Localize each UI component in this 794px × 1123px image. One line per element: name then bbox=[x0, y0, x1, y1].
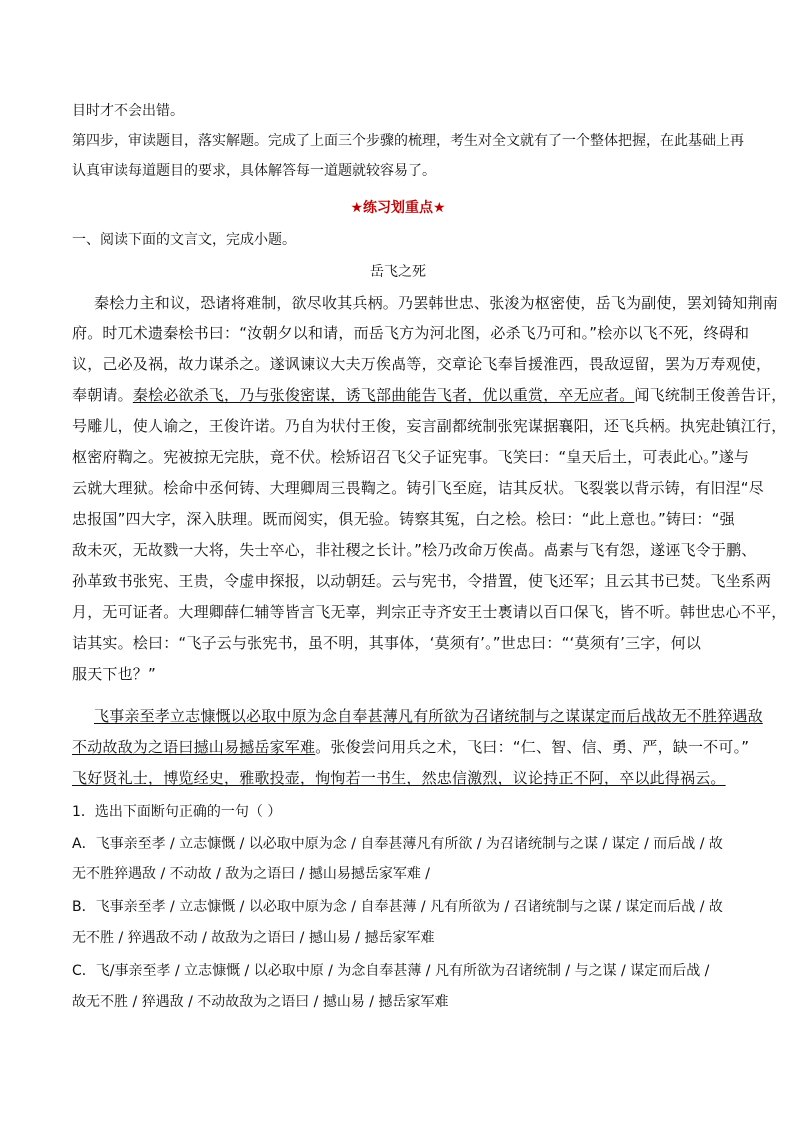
section-heading: ★练习划重点★ bbox=[350, 200, 446, 216]
passage-line: 秦桧力主和议，恐诸将难制，欲尽收其兵柄。乃罢韩世忠、张浚为枢密使，岳飞为副使，罢刘锜知荆南 bbox=[94, 294, 779, 312]
passage-text: 奉朝请。 bbox=[72, 386, 133, 404]
passage-line: 月，无可证者。大理卿薛仁辅等皆言飞无辜，判宗正寺齐安王士褭请以百口保飞，皆不听。韩世忠心不平， bbox=[72, 603, 787, 621]
passage-line: 敌未灭，无故戮一大将，失士卒心，非社稷之长计。”桧乃改命万俟卨。卨素与飞有怨，遂诬飞令于鹏、 bbox=[72, 541, 757, 559]
passage-line: 云就大理狱。桧命中丞何铸、大理卿周三畏鞫之。铸引飞至庭，诘其反状。飞裂裳以背示铸，有旧涅“尽 bbox=[72, 479, 764, 497]
passage-line: 孙革致书张宪、王贵，令虚申探报，以动朝廷。云与宪书，令措置，使飞还军；且云其书已焚。飞坐系两 bbox=[72, 572, 772, 590]
passage-line: 府。时兀术遗秦桧书曰：“汝朝夕以和请，而岳飞方为河北图，必杀飞乃可和。”桧亦以飞不死，终碍和 bbox=[72, 324, 750, 342]
option-b-line-2: 无不胜 / 猝遇敌不动 / 故敌为之语曰 / 撼山易 / 撼岳家军难 bbox=[72, 930, 435, 946]
passage-line: 枢密府鞫之。宪被掠无完肤，竟不伏。桧矫诏召飞父子证宪事。飞笑曰：“皇天后土，可表此心。”遂与 bbox=[72, 448, 750, 466]
underlined-passage-line: 飞事亲至孝立志慷慨以必取中原为念自奉甚薄凡有所欲为召诸统制与之谋谋定而后战故无不胜猝遇敌 bbox=[94, 707, 763, 725]
underlined-passage-line: 飞好贤礼士，博览经史，雅歌投壶，恂恂若一书生，然忠信激烈，议论持正不阿，卒以此得祸云。 bbox=[72, 769, 726, 787]
option-a-line-1: A．飞事亲至孝 / 立志慷慨 / 以必取中原为念 / 自奉甚薄凡有所欲 / 为召诸统制与之谋 / 谋定 / 而后战 / 故 bbox=[72, 836, 723, 852]
intro-line-1: 目时才不会出错。 bbox=[72, 103, 184, 119]
option-a-line-2: 无不胜猝遇敌 / 不动故 / 敌为之语曰 / 撼山易撼岳家军难 / bbox=[72, 866, 431, 882]
passage-title: 岳飞之死 bbox=[370, 264, 426, 280]
intro-line-2: 第四步，审读题目，落实解题。完成了上面三个步骤的梳理，考生对全文就有了一个整体把握，在此基础上再 bbox=[72, 133, 744, 149]
passage-line: 服天下也？” bbox=[72, 665, 156, 683]
passage-line: 诘其实。桧曰：“飞子云与张宪书，虽不明，其事体，‘莫须有’。”世忠曰：“‘莫须有’三字，何以 bbox=[72, 634, 702, 652]
passage-line: 议，己必及祸，故力谋杀之。遂讽谏议大夫万俟卨等，交章论飞奉旨援淮西，畏敌逗留，罢为万寿观使， bbox=[72, 355, 772, 373]
reading-instruction: 一、阅读下面的文言文，完成小题。 bbox=[72, 232, 296, 248]
passage-line: 号雕儿，使人谕之，王俊许诺。乃自为状付王俊，妄言副都统制张宪谋据襄阳，还飞兵柄。执宪赴镇江行， bbox=[72, 417, 787, 435]
option-c-line-1: C．飞/事亲至孝 / 立志慷慨 / 以必取中原 / 为念自奉甚薄 / 凡有所欲为召诸统制 / 与之谋 / 谋定而后战 / bbox=[72, 963, 710, 979]
underlined-sentence: 秦桧必欲杀飞，乃与张俊密谋，诱飞部曲能告飞者，优以重赏，卒无应者。 bbox=[132, 386, 635, 404]
underlined-sentence: 不动故敌为之语曰撼山易撼岳家军难 bbox=[72, 738, 316, 756]
passage-line-mixed bbox=[72, 737, 750, 757]
passage-line-mixed bbox=[72, 385, 787, 405]
option-b-line-1: B．飞事亲至孝 / 立志慷慨 / 以必取中原为念 / 自奉甚薄 / 凡有所欲为 / 召诸统制与之谋 / 谋定而后战 / 故 bbox=[72, 899, 723, 915]
option-c-line-2: 故无不胜 / 猝遇敌 / 不动故敌为之语曰 / 撼山易 / 撼岳家军难 bbox=[72, 994, 449, 1010]
passage-text: 。张俊尝问用兵之术，飞曰：“仁、智、信、勇、严，缺一不可。” bbox=[315, 738, 750, 756]
passage-line: 忠报国”四大字，深入肤理。既而阅实，俱无验。铸察其冤，白之桧。桧曰：“此上意也。”铸曰：“强 bbox=[72, 510, 735, 528]
passage-text: 闻飞统制王俊善告讦， bbox=[634, 386, 787, 404]
question-stem: 1．选出下面断句正确的一句（ ） bbox=[72, 804, 282, 820]
intro-line-3: 认真审读每道题目的要求，具体解答每一道题就较容易了。 bbox=[72, 163, 436, 179]
